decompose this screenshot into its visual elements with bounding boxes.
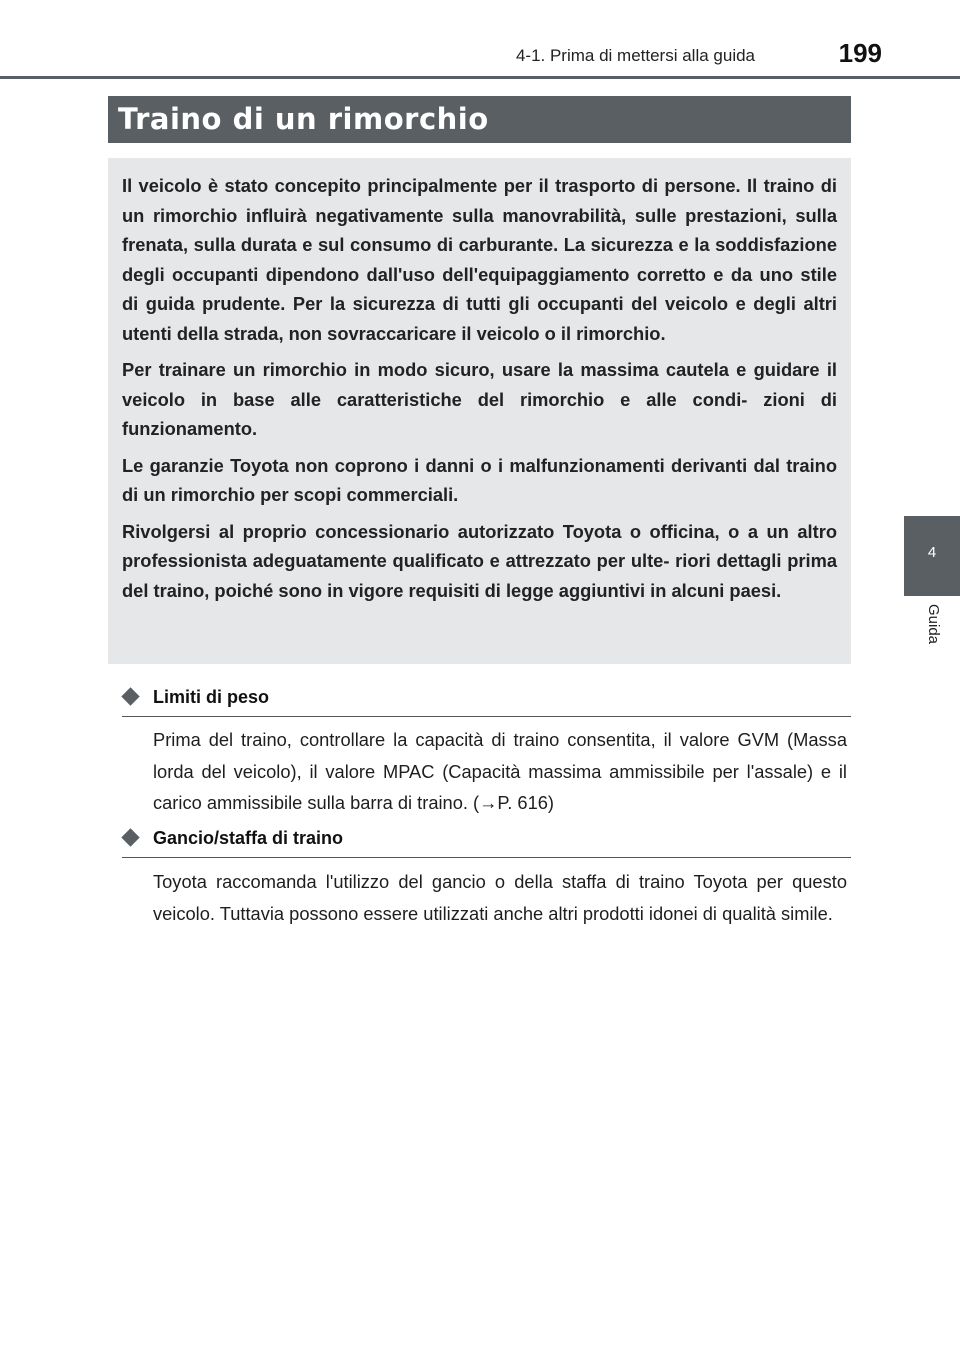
section-body-weight-limits: Prima del traino, controllare la capacità di traino consentita, il valore GVM (Massa lorda del veicolo), il valore MPAC (Capacità massima ammissibile per l'assale) e il carico ammissibile sulla barra di traino. (→P. 616) xyxy=(153,729,847,813)
page-title: Traino di un rimorchio xyxy=(118,102,489,136)
section-heading-tow-hitch xyxy=(122,825,851,858)
diamond-bullet-icon xyxy=(121,687,139,705)
section-heading-weight-limits xyxy=(122,684,851,717)
header-section-title: 4-1. Prima di mettersi alla guida xyxy=(515,46,755,65)
intro-paragraph: Le garanzie Toyota non coprono i danni o i malfunzionamenti derivanti dal traino di un rimorchio per scopi commerciali. xyxy=(122,454,837,505)
section-heading-text: Gancio/staffa di traino xyxy=(153,828,344,848)
title-banner xyxy=(108,96,851,143)
intro-paragraph: Per trainare un rimorchio in modo sicuro, usare la massima cautela e guidare il veicolo in base alle caratteristiche del rimorchio e alle condi- zioni di funzionamento. xyxy=(122,359,837,439)
header-rule xyxy=(0,76,960,79)
chapter-tab-number: 4 xyxy=(927,544,937,561)
diamond-bullet-icon xyxy=(121,828,139,846)
intro-paragraph: Il veicolo è stato concepito principalmente per il trasporto di persone. Il traino di un rimorchio influirà negativamente sulla manovrabilità, sulle prestazioni, sulla frenata, sulla durata e sul consumo di carburante. La sicurezza e la soddisfazione degli occupanti dipendono dall'uso dell'equipaggiamento corretto e da uno stile di guida prudente. Per la sicurezza di tutti gli occupanti del veicolo e degli altri utenti della strada, non sovraccaricare il veicolo o il rimorchio. xyxy=(122,175,837,344)
intro-box xyxy=(108,158,851,664)
page-number: 199 xyxy=(838,38,882,68)
section-body-tow-hitch: Toyota raccomanda l'utilizzo del gancio o della staffa di traino Toyota per questo veicolo. Tuttavia possono essere utilizzati anche altri prodotti idonei di qualità simile. xyxy=(153,871,847,924)
intro-paragraph: Rivolgersi al proprio concessionario autorizzato Toyota o officina, o a un altro professionista adeguatamente qualificato e attrezzato per ulte- riori dettagli prima del traino, poiché sono in vigore requisiti di legge aggiuntivi in alcuni paesi. xyxy=(122,520,837,601)
chapter-tab xyxy=(904,516,960,596)
chapter-tab-label: Guida xyxy=(925,604,942,645)
section-heading-text: Limiti di peso xyxy=(153,687,270,707)
